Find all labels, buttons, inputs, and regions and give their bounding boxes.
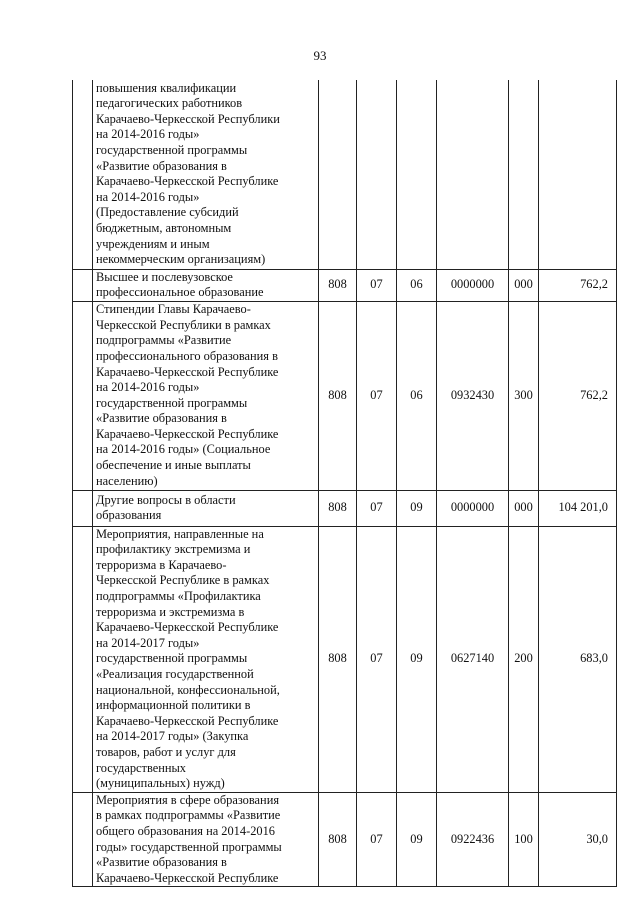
description-cell — [93, 301, 319, 490]
section-code-cell — [357, 80, 397, 269]
expense-type-cell: 300 — [509, 301, 539, 490]
section-code-cell: 07 — [357, 269, 397, 301]
row-number-cell — [73, 490, 93, 526]
ministry-code-cell: 808 — [319, 301, 357, 490]
description-cell — [93, 490, 319, 526]
ministry-code-cell: 808 — [319, 526, 357, 792]
row-number-cell — [73, 301, 93, 490]
section-code-cell: 07 — [357, 301, 397, 490]
budget-table-body — [73, 80, 617, 887]
subsection-code-cell: 09 — [397, 526, 437, 792]
expense-type-cell: 000 — [509, 490, 539, 526]
description-cell — [93, 269, 319, 301]
target-code-cell: 0922436 — [437, 792, 509, 887]
description-text: Мероприятия в сфере образования в рамках подпрограммы «Развитие общего образования на 2014-2016 годы» государственной программы «Развитие образования в Карачаево-Черкесской Республике — [96, 792, 282, 885]
subsection-code-cell: 06 — [397, 269, 437, 301]
subsection-code-cell: 06 — [397, 301, 437, 490]
description-text: Другие вопросы в области образования — [96, 492, 236, 523]
expense-type-cell: 100 — [509, 792, 539, 887]
ministry-code-cell — [319, 80, 357, 269]
target-code-cell — [437, 80, 509, 269]
row-number-cell — [73, 526, 93, 792]
table-row — [73, 792, 617, 887]
subsection-code-cell — [397, 80, 437, 269]
description-cell — [93, 80, 319, 269]
expense-type-cell — [509, 80, 539, 269]
description-text: повышения квалификации педагогических работников Карачаево-Черкесской Республики на 2014-2016 годы» государственной программы «Развитие образования в Карачаево-Черкесской Республике на 2014-2016 годы» (Предоставление субсидий бюджетным, автономным учреждениям и иным некоммерческим организациям) — [96, 80, 280, 267]
description-text: Высшее и послевузовское профессиональное образование — [96, 269, 264, 300]
section-code-cell: 07 — [357, 490, 397, 526]
ministry-code-cell: 808 — [319, 490, 357, 526]
description-text: Мероприятия, направленные на профилактику экстремизма и терроризма в Карачаево- Черкесской Республике в рамках подпрограммы «Профилактика терроризма и экстремизма в Карачаево-Черкесской Республике на 2014-2017 годы» государственной программы «Реализация государственной национальной, конфессиональной, информационной политики в Карачаево-Черкесской Республике на 2014-2017 годы» (Закупка товаров, работ и услуг для государственных (муниципальных) нужд) — [96, 526, 280, 791]
section-code-cell: 07 — [357, 792, 397, 887]
expense-type-cell: 000 — [509, 269, 539, 301]
page-number: 93 — [313, 48, 327, 63]
section-code-cell: 07 — [357, 526, 397, 792]
target-code-cell: 0000000 — [437, 269, 509, 301]
row-number-cell — [73, 269, 93, 301]
description-cell — [93, 792, 319, 887]
budget-table — [72, 80, 617, 887]
table-row — [73, 269, 617, 301]
expense-type-cell: 200 — [509, 526, 539, 792]
table-row — [73, 80, 617, 269]
table-row — [73, 526, 617, 792]
amount-cell: 104 201,0 — [539, 490, 617, 526]
row-number-cell — [73, 792, 93, 887]
amount-cell — [539, 80, 617, 269]
target-code-cell: 0932430 — [437, 301, 509, 490]
description-text: Стипендии Главы Карачаево- Черкесской Республики в рамках подпрограммы «Развитие профессионального образования в Карачаево-Черкесской Республике на 2014-2016 годы» государственной программы «Развитие образования в Карачаево-Черкесской Республике на 2014-2016 годы» (Социальное обеспечение и иные выплаты населению) — [96, 302, 279, 488]
subsection-code-cell: 09 — [397, 490, 437, 526]
amount-cell: 762,2 — [539, 301, 617, 490]
description-cell — [93, 526, 319, 792]
row-number-cell — [73, 80, 93, 269]
table-row — [73, 301, 617, 490]
ministry-code-cell: 808 — [319, 269, 357, 301]
amount-cell: 683,0 — [539, 526, 617, 792]
ministry-code-cell: 808 — [319, 792, 357, 887]
table-row — [73, 490, 617, 526]
subsection-code-cell: 09 — [397, 792, 437, 887]
amount-cell: 30,0 — [539, 792, 617, 887]
amount-cell: 762,2 — [539, 269, 617, 301]
target-code-cell: 0000000 — [437, 490, 509, 526]
target-code-cell: 0627140 — [437, 526, 509, 792]
